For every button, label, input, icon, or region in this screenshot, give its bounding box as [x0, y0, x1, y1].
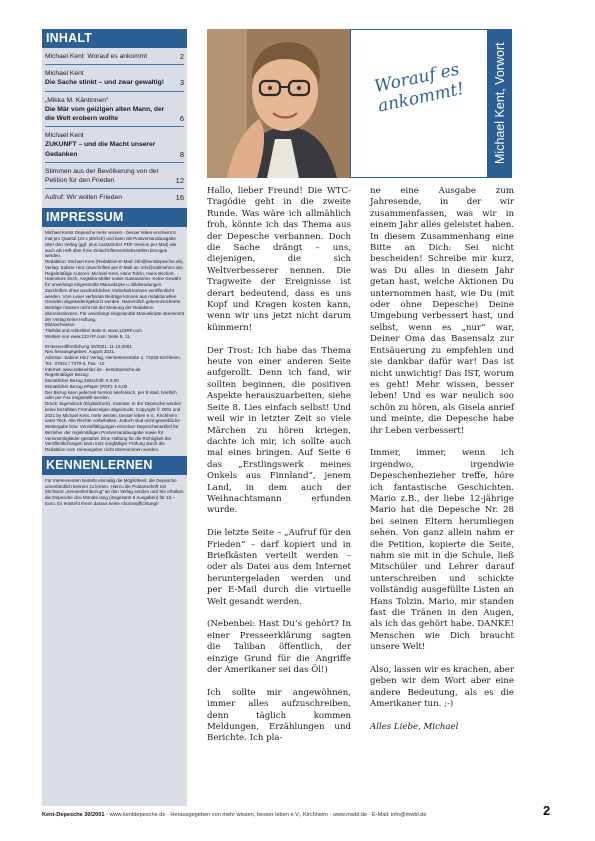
toc-divider	[45, 188, 184, 189]
article-signature: Alles Liebe, Michael	[370, 722, 459, 733]
toc-divider	[45, 64, 184, 65]
toc-entry-author: „Mikka M. Käntinnen“	[45, 96, 109, 104]
toc-entry-author: Michael Kent	[45, 70, 84, 78]
toc-entry[interactable]	[45, 52, 184, 61]
impressum-paragraph: Internet: www.sabinehinz.de · kentdepesche.de	[45, 366, 141, 372]
toc-page-number: 8	[179, 149, 184, 159]
kennenlernen-text: Für Interessenten besteht einmalig die Möglichkeit, die Depesche unverbindlich kennen zu lernen. Hierzu die Postanschrift mit Stichwort „Kennenlernbezug“ an den Verlag senden und Sie erhalten die Depesche drei Monate lang (insgesamt 6 Ausgaben) für 10,– Euro. Es entsteht Ihnen daraus keine Abonnepflichtung!!	[45, 477, 184, 506]
toc-divider	[45, 162, 184, 163]
impressum-heading: IMPRESSUM	[42, 208, 187, 227]
impressum-text	[42, 227, 187, 456]
toc-page-number: 3	[179, 78, 184, 88]
article-paragraph: Immer, immer, wenn ich irgendwo, irgendwie Depeschenbezieher treffe, höre ich fantastische Geschichten. Mario z.B., der liebe 12-jährige Mario hat die Depesche Nr. 28 bei seinen Eltern herumliegen sehen. Von ganz allein nahm er die Petition, kopierte die Seite, nahm sie mit in die Schule, ließ Mitschüler und Lehrer darauf unterschreiben und schickte vollständig ausgefüllte Listen an Hans Tolzin. Mario, mir standen fast die Tränen in den Augen, als ich das gehört habe. DANKE! Menschen wie Dich braucht unsere Welt!	[370, 448, 514, 653]
impressum-paragraph: Ersterveröffentlichung 30/2001: 11.10.2001	[45, 343, 132, 349]
impressum-paragraph: Monatlicher Bezug Zeitschrift: € 8,00	[45, 378, 119, 384]
toc-entry[interactable]	[45, 69, 184, 87]
contents-heading: INHALT	[42, 29, 187, 48]
toc-divider	[45, 91, 184, 92]
toc-entry-title: Die Mär vom geizigen alten Mann, der die Welt erobern wollte	[45, 105, 165, 123]
toc-entry-text: Stimmen aus der Bevölkerung von der Petition für den Frieden	[45, 167, 159, 185]
author-portrait-illustration	[207, 29, 350, 178]
article-paragraph: Die letzte Seite – „Aufruf für den Frieden“ – darf kopiert und in Briefkästen verteilt werden – oder als Datei aus dem Internet heruntergeladen werden und per E-Mail durch die virtuelle Welt gesandt werden.	[207, 528, 351, 607]
impressum-paragraph: Weitere von www.123 RF.com: Seite 9, 11.	[45, 333, 131, 339]
article-paragraph: Der Trost: Ich habe das Thema heute von einer anderen Seite aufgerollt. Denn ich fand, wir sollten beginnen, die positiven Aspekte herauszuarbeiten, siehe Seite 8. Lies einfach selbst! Und weil wir in letzter Zeit so viele Märchen zu hören kriegen, dachte ich mir, ich sollte auch mal eines bringen. Auf Seite 6 das „Erstlingswerk meines Onkels aus Finnland“, jenem Land, in dem auch der Weihnachtsmann erfunden wurde.	[207, 345, 351, 516]
impressum-paragraph: Der Bezug kann jederzeit formlos telefonisch, per E-Mail, brieflich oder per Fax eingestellt werden.	[45, 389, 177, 401]
toc-page-number: 2	[179, 52, 184, 61]
impressum-paragraph: Bildnachweise:	[45, 322, 76, 328]
impressum-paragraph: Regelmäßiger Bezug:	[45, 372, 89, 378]
sidebar	[42, 29, 187, 806]
article-paragraph: Hallo, lieber Freund! Die WTC-Tragödie geht in die zweite Runde. Was wäre ich allmählich froh, könnte ich das Thema aus der Depesche verbannen. Doch die Sache drängt – uns, diejenigen, die sich Weltverbesserer nennen. Die Tragweite der Ereignisse ist derart bedeutend, dass es uns Kopf und Kragen kosten kann, wenn wir uns jetzt nicht darum kümmern!	[207, 186, 351, 333]
footer-info: · www.kentdepesche.de · Herausgegeben von mehr wissen, besser leben e.V., Kirchheim · www.mwbl.de · E-Mail: info@mwbl.de	[106, 812, 427, 818]
article-column-2	[370, 186, 514, 745]
kennenlernen-heading: KENNENLERNEN	[42, 456, 187, 475]
toc-entry-text: Michael Kent: Worauf es ankommt	[45, 53, 148, 60]
toc-entry-title: Die Sache stinkt – und zwar gewaltig!	[45, 79, 164, 87]
page-number: 2	[543, 803, 551, 818]
impressum-paragraph: Regelmäßige Autoren: Michael Kent, Hans Tolzin, Hans Bschorr, Hannelore Zech, Angelika Müller sowie Gastautoren. Keine Gewähr für unverlangt eingesandte Manuskripte u. Bildsendungen. Zuschriften ohne ausdrücklichen Vorbehalt können veröffentlicht werden. Vom Leser verfasste Beiträge können aus redaktionellen Gründen abgeändert/gekürzt werden. Namentlich gekennzeichnete Beiträge müssen nicht mit der Meinung der Redaktion übereinstimmen. Für unverlangt eingesandte Manuskripte übernimmt der Verlag keine Haftung.	[45, 270, 185, 322]
toc-entry-title: ZUKUNFT – und die Macht unserer Gedanken	[45, 141, 156, 158]
table-of-contents	[42, 48, 187, 208]
tagline-box	[350, 29, 488, 178]
author-photo	[207, 29, 350, 178]
toc-entry[interactable]	[45, 193, 184, 202]
impressum-paragraph: Druck: Eigendruck (Digitaldruck). Inserate: In der Depesche werden keine bezahlten Fremdanzeigen abgedruckt. Copyright © 2001 und 2021 by Michael Kent, mehr wissen, besser leben e.V., Kirchheim unter Teck. Alle Rechte vorbehalten. Jedoch sind nicht-gewerbliche Weitergabe bzw. Vervielfältigungen einzelner Depeschenartikel für Bezieher der regelmäßigen Postversandausgabe sowie für Vereinsmitglieder gestattet. Eine Haftung für die Richtigkeit der Veröffentlichungen kann trotz sorgfältiger Prüfung durch die Redaktion vom Herausgeber nicht übernommen werden.	[45, 401, 182, 453]
toc-page-number: 16	[175, 193, 184, 203]
article-paragraph: (Nebenbei: Hast Du’s gehört? In einer Presseerklärung sagten die Taliban öffentlich, der einzige Grund für die Angriffe der Amerikaner sei das Öl!)	[207, 619, 351, 676]
author-vertical-label: Michael Kent, Vorwort	[493, 42, 507, 165]
toc-page-number: 6	[179, 114, 184, 124]
article-paragraph: ne eine Ausgabe zum Jahresende, in der wir zusammenfassen, was wir in einem Jahr alles geleistet haben. In diesem Zusammenhang eine Bitte an Dich: Sei nicht bescheiden! Schreibe mir kurz, was Du alles in diesem Jahr getan hast, welche Aktionen Du unternommen hast, wie Du (mit oder ohne Depesche) Deine Umgebung verbessert hast, und selbst, wenn es „nur“ war, Deiner Oma das Basensalz zur Entsäuerung zu empfehlen und sie dankbar dafür war! Das ist nicht unwichtig! Das IST, worum es geht! Mehr wissen, besser leben! Und es war neulich soo schön zu hören, als Gisela anrief und meinte, die Depesche habe ihr Leben verbessert!	[370, 186, 514, 436]
impressum-paragraph: Adresse: Sabine Hinz Verlag, Henriettenstraße 2, 73230 Kirchheim, Tel.: 07021 / 7379-0, Fax: -10	[45, 355, 181, 366]
impressum-paragraph: Neu herausgegeben: August 2021.	[45, 349, 116, 355]
toc-divider	[45, 126, 184, 127]
toc-entry[interactable]	[45, 167, 184, 185]
toc-entry[interactable]	[45, 131, 184, 159]
footer-issue: Kent-Depesche 30/2001	[42, 812, 105, 818]
impressum-paragraph: Titelbild und Artikeltitel Seite 8: www.123RF.com	[45, 328, 142, 334]
toc-entry-text: Aufruf: Wir wollen Frieden	[45, 194, 122, 202]
impressum-paragraph: Monatlicher Bezug ePaper (PDF): € 6,00	[45, 383, 128, 389]
article-column-1	[207, 186, 351, 756]
toc-entry[interactable]	[45, 96, 184, 124]
impressum-paragraph: Redaktion: Michael Kent (Redaktion-E-Mail: info@kentdepesche.de), Verlag: Sabine Hinz (Zuschriften per E-Mail an: info@sabinehinz.de).	[45, 259, 184, 270]
toc-entry-author: Michael Kent	[45, 132, 84, 140]
article-paragraph: Ich sollte mir angewöhnen, immer alles aufzuschreiben, denn täglich kommen Meldungen, Erzählungen und Berichte. Ich pla-	[207, 687, 351, 744]
article-paragraph: Also, lassen wir es krachen, aber geben wir dem Wort aber eine andere Bedeutung, als es die Amerikaner tun. ;-)	[370, 665, 514, 710]
impressum-paragraph: Michael Kents Depesche mehr wissen - besser leben erscheint 6 mal pro Quartal (24 x jährlich) und kann als Postversandausgabe über den Verlag (ggf. plus zusätzlicher PDF-Version per Mail) wie auch als Heft über freie Zeitschriftenvertriebsstellen bezogen werden.	[45, 230, 177, 259]
page-footer	[42, 812, 527, 819]
toc-page-number: 12	[175, 176, 184, 186]
tagline: Worauf es ankommt!	[372, 59, 466, 117]
